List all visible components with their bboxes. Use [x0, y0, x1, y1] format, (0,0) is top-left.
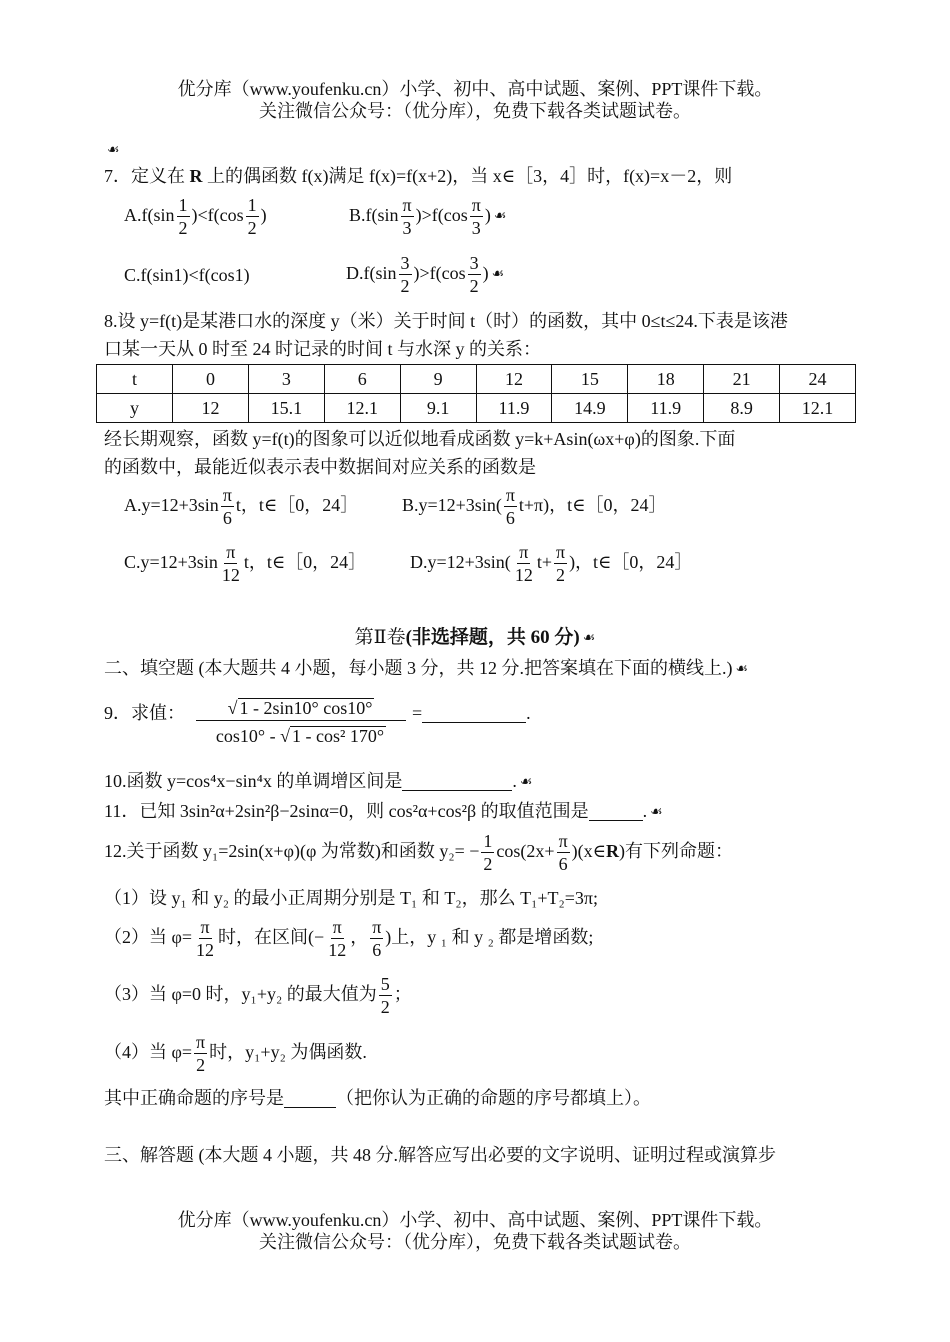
table-cell: 8.9 [704, 394, 780, 423]
table-cell: 6 [324, 365, 400, 394]
depth-table [96, 364, 856, 423]
table-cell: 24 [780, 365, 856, 394]
q8-after-line-2: 的函数中，最能近似表示表中数据间对应关系的函数是 [104, 457, 536, 477]
q12-proposition-3: （3）当 φ=0 时，y₁+y₂ 的最大值为 $\frac{5}{2}$ ； [104, 974, 412, 1017]
editor-mark-icon: ☙ [107, 142, 120, 158]
footer-line-1: 优分库（www.youfenku.cn）小学、初中、高中试题、案例、PPT课件下载。 [177, 1210, 773, 1230]
table-cell: 14.9 [552, 394, 628, 423]
q8-stem-line-1: 8.设 y=f(t)是某港口水的深度 y（米）关于时间 t（时）的函数，其中 0≤t≤24.下表是该港 [104, 311, 788, 331]
q12-proposition-4: （4）当 φ= $\frac{\pi}{2}$ 时，y₁+y₂ 为偶函数. [104, 1032, 367, 1075]
q8-option-a: A.y=12+3sin $\frac{\pi}{6}$ t，t∈［0，24］ [124, 485, 359, 528]
q12-stem: 12.关于函数 y₁=2sin(x+φ)(φ 为常数)和函数 y₂= − $\frac{1}{2}$ cos(2x+ $\frac{\pi}{6}$ )(x∈R)有下列命题： [104, 831, 733, 874]
q11: 11．已知 3sin²α+2sin²β−2sinα=0，则 cos²α+cos²β 的取值范围是 . ☙ [104, 801, 663, 821]
q9-expression [196, 698, 406, 745]
table-cell: 12 [476, 365, 552, 394]
editor-mark-icon: ☙ [491, 266, 505, 282]
header-line-1: 优分库（www.youfenku.cn）小学、初中、高中试题、案例、PPT课件下载。 [177, 79, 773, 99]
table-cell: 0 [173, 365, 249, 394]
section2-heading: 二、填空题 (本大题共 4 小题，每小题 3 分，共 12 分.把答案填在下面的横线上.) ☙ [104, 658, 749, 678]
q12-proposition-2: （2）当 φ= $\frac{\pi}{12}$ 时，在区间(− $\frac{\pi}{12}$ ， $\frac{\pi}{6}$ )上，y ₁ 和 y ₂ 都是增函数; [104, 917, 594, 960]
q9-numerator: √ 1 - 2sin10° cos10° [227, 698, 373, 718]
q7-option-c: C.f(sin1)<f(cos1) [124, 265, 250, 285]
header-line-2: 关注微信公众号：（优分库），免费下载各类试题试卷。 [259, 101, 691, 121]
editor-mark-icon: ☙ [519, 774, 533, 790]
editor-mark-icon: ☙ [582, 630, 596, 646]
answer-blank[interactable] [402, 772, 512, 791]
table-cell: 15.1 [248, 394, 324, 423]
q10: 10.函数 y=cos⁴x−sin⁴x 的单调增区间是 . ☙ [104, 771, 533, 791]
q7-stem: 7．定义在 R 上的偶函数 f(x)满足 f(x)=f(x+2)，当 x∈［3，4］时，f(x)=x－2，则 [104, 166, 733, 186]
editor-mark-icon: ☙ [493, 208, 507, 224]
q8-option-c: C.y=12+3sin $\frac{\pi}{12}$ t，t∈［0，24］ [124, 542, 367, 585]
answer-blank[interactable] [422, 704, 526, 723]
part2-title: 第Ⅱ卷(非选择题，共 60 分) ☙ [354, 627, 596, 648]
q9-answer: = . [412, 703, 531, 723]
table-cell: 11.9 [476, 394, 552, 423]
table-row [97, 365, 856, 394]
answer-blank[interactable] [589, 802, 643, 821]
table-row [97, 394, 856, 423]
table-cell: 12.1 [324, 394, 400, 423]
q8-after-line-1: 经长期观察，函数 y=f(t)的图象可以近似地看成函数 y=k+Asin(ωx+φ)的图象.下面 [104, 429, 736, 449]
q12-proposition-1: （1）设 y₁ 和 y₂ 的最小正周期分别是 T₁ 和 T₂，那么 T₁+T₂=3π; [104, 888, 599, 908]
q7-option-b: B.f(sin $\frac{\pi}{3}$ )>f(cos $\frac{\pi}{3}$ ) ☙ [349, 195, 507, 238]
table-cell: 9.1 [400, 394, 476, 423]
table-cell: 18 [628, 365, 704, 394]
q12-answer: 其中正确命题的序号是 （把你认为正确的命题的序号都填上）。 [104, 1088, 651, 1108]
table-cell: 3 [248, 365, 324, 394]
editor-mark-icon: ☙ [650, 804, 663, 820]
section3-heading: 三、解答题 (本大题 4 小题，共 48 分.解答应写出必要的文字说明、证明过程或演算步 [104, 1145, 776, 1165]
q7-option-d: D.f(sin $\frac{3}{2}$ )>f(cos $\frac{3}{2}$ ) ☙ [346, 253, 505, 296]
table-cell: t [97, 365, 173, 394]
q9-denominator: cos10° - √ 1 - cos² 170° [215, 726, 385, 746]
q9-label: 9．求值： [104, 703, 185, 723]
table-cell: 12 [173, 394, 249, 423]
table-cell: 12.1 [780, 394, 856, 423]
editor-mark-icon: ☙ [735, 661, 749, 677]
table-cell: 11.9 [628, 394, 704, 423]
table-cell: 21 [704, 365, 780, 394]
answer-blank[interactable] [284, 1089, 336, 1108]
table-cell: y [97, 394, 173, 423]
q8-option-b: B.y=12+3sin( $\frac{\pi}{6}$ t+π)，t∈［0，24］ [402, 485, 667, 528]
q8-stem-line-2: 口某一天从 0 时至 24 时记录的时间 t 与水深 y 的关系： [104, 339, 541, 359]
q8-option-d: D.y=12+3sin( $\frac{\pi}{12}$ t+ $\frac{\pi}{2}$ )，t∈［0，24］ [410, 542, 693, 585]
q7-option-a: A.f(sin $\frac{1}{2}$ )<f(cos $\frac{1}{2}$ ) [124, 195, 267, 238]
footer-line-2: 关注微信公众号：（优分库），免费下载各类试题试卷。 [259, 1232, 691, 1252]
table-cell: 15 [552, 365, 628, 394]
table-cell: 9 [400, 365, 476, 394]
